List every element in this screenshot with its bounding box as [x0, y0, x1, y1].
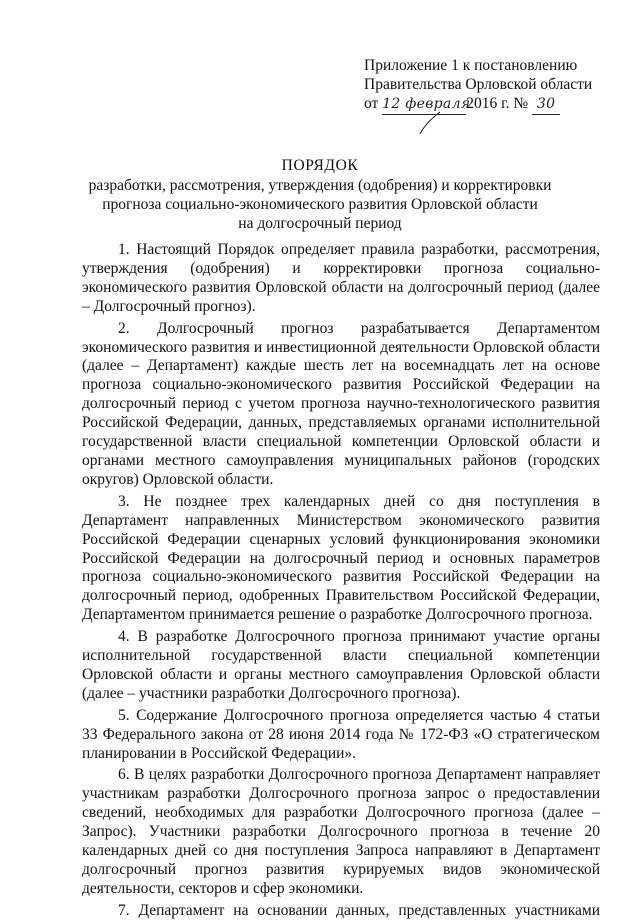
approval-line-1: Приложение 1 к постановлению: [364, 57, 578, 74]
handwritten-date: 12 февраля: [382, 95, 466, 115]
pen-stroke-icon: [380, 110, 470, 136]
document-title-block: [60, 156, 580, 233]
approval-prefix: от: [364, 95, 379, 112]
paragraph-6: 6. В целях разработки Долгосрочного прогноза Департамент направляет участникам разработки Долгосрочного прогноза запрос о предоставлении сведений, необходимых для разработки Долгосрочного прогноза (далее – Запрос). Участники разработки Долгосрочного прогноза в течение 20 календарных дней со дня поступления Запроса направляют в Департамент долгосрочный прогноз развития курируемых видов экономической деятельности, секторов и сфер экономики.: [82, 766, 600, 897]
approval-line-2: Правительства Орловской области: [364, 76, 593, 93]
document-title: ПОРЯДОК: [281, 157, 359, 174]
approval-date-line: [364, 94, 614, 115]
approval-stamp: [364, 56, 614, 115]
document-subtitle-line-2: прогноза социально-экономического развития Орловской области: [102, 196, 538, 213]
paragraph-3: 3. Не позднее трех календарных дней со дня поступления в Департамент направленных Министерством экономического развития Российской Федерации сценарных условий функционирования экономики Российской Федерации на долгосрочный период и основных параметров прогноза социально-экономического развития Российской Федерации на долгосрочный период, одобренных Правительством Российской Федерации, Департаментом принимается решение о разработке Долгосрочного прогноза.: [82, 492, 600, 624]
handwritten-number: 30: [532, 95, 560, 115]
paragraph-5: 5. Содержание Долгосрочного прогноза определяется частью 4 статьи 33 Федерального закона от 28 июня 2014 года № 172-ФЗ «О стратегическом планировании в Российской Федерации».: [82, 706, 600, 762]
paragraph-7: 7. Департамент на основании данных, представленных участниками: [118, 901, 600, 919]
document-body: [82, 241, 600, 924]
paragraph-4: 4. В разработке Долгосрочного прогноза принимают участие органы исполнительной государственной власти специальной компетенции Орловской области и органы местного самоуправления Орловской области (далее – участники разработки Долгосрочного прогноза).: [82, 628, 600, 702]
document-subtitle-line-1: разработки, рассмотрения, утверждения (одобрения) и корректировки: [88, 177, 552, 194]
paragraph-2: 2. Долгосрочный прогноз разрабатывается Департаментом экономического развития и инвестиционной деятельности Орловской области (далее – Департамент) каждые шесть лет на восемнадцать лет на основе прогноза социально-экономического развития Российской Федерации на долгосрочный период с учетом прогноза научно-технологического развития Российской Федерации, данных, представляемых органами исполнительной государственной власти специальной компетенции Орловской области и органами местного самоуправления муниципальных районов (городских округов) Орловской области.: [82, 319, 600, 488]
document-subtitle-line-3: на долгосрочный период: [238, 215, 402, 232]
paragraph-1: 1. Настоящий Порядок определяет правила разработки, рассмотрения, утверждения (одобрения) и корректировки прогноза социально-экономического развития Орловской области на долгосрочный период (далее – Долгосрочный прогноз).: [82, 241, 600, 315]
approval-year: 2016 г. №: [466, 95, 529, 112]
